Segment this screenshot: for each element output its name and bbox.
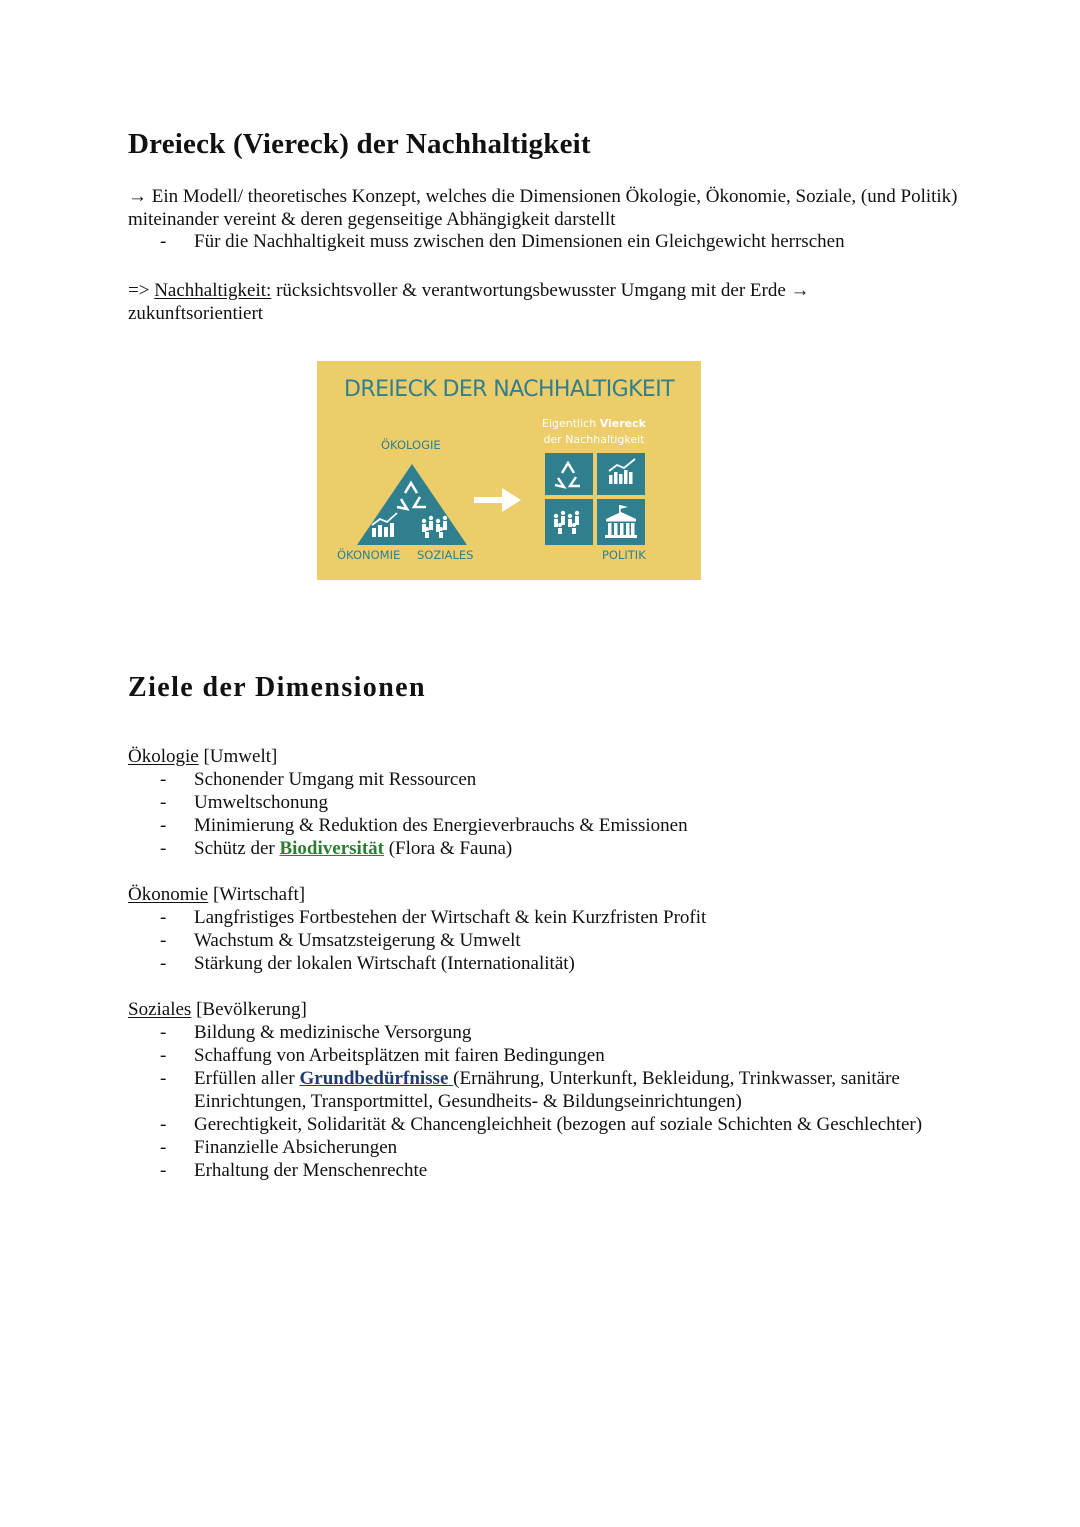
bullet-dash: - [160, 907, 167, 928]
intro-text: → Ein Modell/ theoretisches Konzept, welches die Dimensionen Ökologie, Ökonomie, Soziale, (und Politik) miteinander vereint & deren gegenseitige Abhängigkeit darstellt [128, 186, 958, 230]
bullet-dash: - [160, 1068, 167, 1089]
bullet-dash: - [160, 1137, 167, 1158]
group-tag-oekonomie: [Wirtschaft] [208, 884, 306, 905]
item-text: Erhaltung der Menschenrechte [194, 1160, 428, 1181]
list-oekologie [128, 768, 958, 860]
note-prefix: Eigentlich [542, 417, 600, 430]
list-item [128, 1113, 958, 1136]
item-text: Schütz der [194, 838, 280, 859]
item-text: Wachstum & Umsatzsteigerung & Umwelt [194, 930, 521, 951]
biodiversitaet-link[interactable]: Biodiversität [279, 838, 384, 859]
label-oekonomie: ÖKONOMIE [337, 548, 401, 562]
group-head-oekonomie: Ökonomie [128, 884, 209, 905]
note-line2: der Nachhaltigkeit [543, 433, 645, 446]
list-item [128, 1067, 958, 1113]
dimension-goals [128, 745, 958, 1205]
list-item [128, 768, 958, 791]
item-text: Umweltschonung [194, 792, 329, 813]
item-text: Minimierung & Reduktion des Energieverbrauchs & Emissionen [194, 815, 688, 836]
bullet-dash: - [160, 815, 167, 836]
infographic-note [539, 416, 649, 448]
list-item [128, 837, 958, 860]
item-text: Erfüllen aller [194, 1068, 300, 1089]
bullet-dash: - [160, 953, 167, 974]
item-text: Bildung & medizinische Versorgung [194, 1022, 472, 1043]
list-oekonomie [128, 906, 958, 975]
list-item [128, 1159, 958, 1182]
item-text: Schaffung von Arbeitsplätzen mit fairen Bedingungen [194, 1045, 605, 1066]
section-title: Ziele der Dimensionen [128, 672, 426, 703]
group-head-oekologie: Ökologie [128, 746, 199, 767]
definition-term: Nachhaltigkeit: [154, 280, 272, 301]
group-soziales [128, 998, 958, 1182]
list-item [128, 814, 958, 837]
list-item [128, 1136, 958, 1159]
bullet-dash: - [160, 930, 167, 951]
bullet-dash: - [160, 1114, 167, 1135]
definition-prefix: => [128, 280, 155, 301]
list-item [128, 791, 958, 814]
sustainability-infographic [317, 361, 701, 580]
group-tag-soziales: [Bevölkerung] [191, 999, 307, 1020]
item-text: Gerechtigkeit, Solidarität & Chancengleichheit (bezogen auf soziale Schichten & Geschlechter) [194, 1114, 923, 1135]
tile-oekologie [545, 453, 593, 495]
infographic-title: DREIECK DER NACHHALTIGKEIT [344, 377, 674, 402]
item-text: Langfristiges Fortbestehen der Wirtschaft & kein Kurzfristen Profit [194, 907, 707, 928]
bullet-dash: - [160, 1045, 167, 1066]
item-text: (Ernährung, Unterkunft, Bekleidung, Trinkwasser, sanitäre Einrichtungen, Transportmittel, Gesundheits- & Bildungseinrichtungen) [194, 1068, 900, 1112]
item-text: Finanzielle Absicherungen [194, 1137, 398, 1158]
intro-bullet [128, 231, 958, 254]
label-soziales: SOZIALES [417, 548, 474, 562]
group-tag-oekologie: [Umwelt] [198, 746, 278, 767]
label-politik: POLITIK [602, 548, 646, 562]
item-text: Schonender Umgang mit Ressourcen [194, 769, 477, 790]
list-item [128, 952, 958, 975]
group-head-soziales: Soziales [128, 999, 192, 1020]
definition-block [128, 280, 888, 325]
bullet-dash: - [160, 838, 167, 859]
list-item [128, 1044, 958, 1067]
item-text: (Flora & Fauna) [383, 838, 513, 859]
label-oekologie: ÖKOLOGIE [381, 438, 441, 452]
list-item [128, 1021, 958, 1044]
bullet-dash: - [160, 792, 167, 813]
group-oekologie [128, 745, 958, 860]
group-oekonomie [128, 883, 958, 975]
page-title: Dreieck (Viereck) der Nachhaltigkeit [128, 128, 591, 160]
item-text: Stärkung der lokalen Wirtschaft (Internationalität) [194, 953, 575, 974]
arrow-right-icon [474, 488, 521, 512]
intro-bullet-text: Für die Nachhaltigkeit muss zwischen den Dimensionen ein Gleichgewicht herrschen [194, 231, 845, 252]
list-soziales [128, 1021, 958, 1182]
bullet-dash: - [160, 1160, 167, 1181]
bullet-dash: - [160, 231, 167, 252]
definition-text: rücksichtsvoller & verantwortungsbewusster Umgang mit der Erde → zukunftsorientiert [128, 280, 810, 324]
grundbeduerfnisse-link[interactable]: Grundbedürfnisse [299, 1068, 454, 1089]
bullet-dash: - [160, 1022, 167, 1043]
list-item [128, 929, 958, 952]
note-bold: Viereck [599, 417, 646, 430]
list-item [128, 906, 958, 929]
intro-block [128, 186, 958, 254]
bullet-dash: - [160, 769, 167, 790]
